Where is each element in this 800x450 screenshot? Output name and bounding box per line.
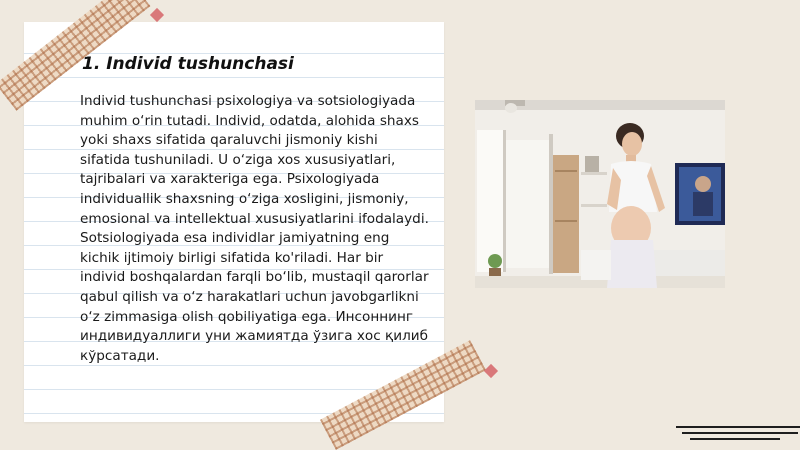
room-photo-illustration [475,100,725,288]
decorative-lines [676,422,800,442]
slide-heading: 1. Individ tushunchasi [82,54,294,74]
slide-body-text: Individ tushunchasi psixologiya va sotsiologiyada muhim o‘rin tutadi. Individ, odatda, alohida shaxs yoki shaxs sifatida qaraluvchi jismoniy kishi sifatida tushuniladi. U o‘ziga xos xususiyatlari, tajribalari va xarakteriga ega. Psixologiyada individuallik shaxsning o‘ziga xosligini, jismoniy, emosional va intellektual xususiyatlarini ifodalaydi. Sotsiologiyada esa individlar jamiyatning eng kichik ijtimoiy birligi sifatida ko'riladi. Har bir individ boshqalardan farqli bo‘lib, mustaqil qarorlar qabul qilish va o‘z harakatlari uchun javobgarlikni o‘z zimmasiga olish qobiliyatiga ega. Инсоннинг индивидуаллиги уни жамиятда ўзига хос қилиб кўрсатади. [80,93,429,364]
room-photo [475,100,725,288]
tape-end-marker [150,8,164,22]
tape-end-marker [484,364,498,378]
